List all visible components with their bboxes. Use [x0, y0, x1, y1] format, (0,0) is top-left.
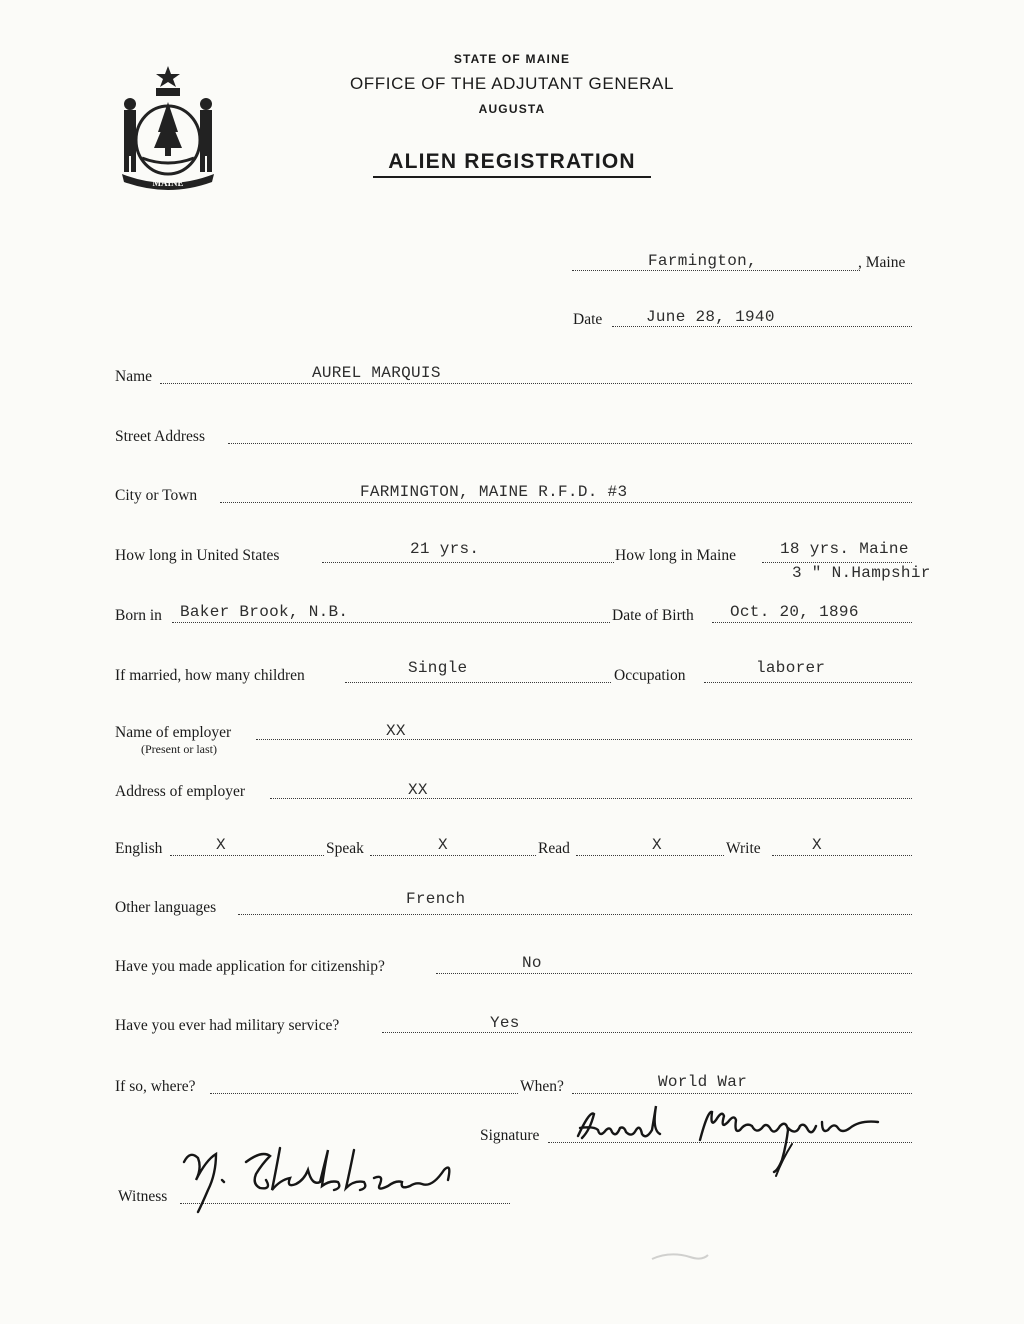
street-line: [228, 443, 912, 444]
employer-label: Name of employer: [115, 724, 232, 741]
header-city: AUGUSTA: [478, 102, 546, 116]
other-languages-label: Other languages: [115, 899, 217, 916]
maine-duration-label: How long in Maine: [615, 547, 736, 564]
read-line: [576, 855, 724, 856]
paper-smudge: [650, 1245, 710, 1269]
form-title: ALIEN REGISTRATION: [388, 150, 636, 173]
header-state: STATE OF MAINE: [453, 52, 571, 66]
other-languages-value: French: [406, 890, 466, 908]
speak-line: [370, 855, 536, 856]
write-line: [772, 855, 912, 856]
witness-handwriting: [176, 1140, 476, 1216]
employer-sublabel: (Present or last): [141, 742, 217, 756]
employer-address-line: [270, 798, 912, 799]
military-line: [382, 1032, 912, 1033]
dob-value: Oct. 20, 1896: [730, 603, 859, 621]
date-label: Date: [573, 311, 603, 328]
write-value: X: [812, 836, 822, 854]
seal-banner-text: MAINE: [152, 178, 184, 188]
dob-line: [712, 622, 912, 623]
occupation-value: laborer: [756, 659, 826, 677]
header-office: OFFICE OF THE ADJUTANT GENERAL: [349, 74, 675, 93]
citizenship-label: Have you made application for citizenship?: [115, 958, 385, 975]
military-value: Yes: [490, 1014, 520, 1032]
witness-label: Witness: [118, 1188, 168, 1205]
born-value: Baker Brook, N.B.: [180, 603, 349, 621]
write-label: Write: [726, 840, 761, 857]
children-line: [345, 682, 611, 683]
occupation-label: Occupation: [614, 667, 686, 684]
us-duration-line: [322, 562, 614, 563]
born-line: [172, 622, 610, 623]
citizenship-value: No: [522, 954, 542, 972]
name-value: AUREL MARQUIS: [312, 364, 441, 382]
born-label: Born in: [115, 607, 162, 624]
us-duration-label: How long in United States: [115, 547, 280, 564]
us-duration-value: 21 yrs.: [410, 540, 480, 558]
children-label: If married, how many children: [115, 667, 305, 684]
read-value: X: [652, 836, 662, 854]
maine-duration-value: 18 yrs. Maine: [780, 540, 909, 558]
where-line: [210, 1093, 518, 1094]
military-label: Have you ever had military service?: [115, 1017, 340, 1034]
signature-handwriting: [560, 1100, 900, 1180]
name-line: [160, 383, 912, 384]
place-value: Farmington,: [648, 252, 757, 270]
citizenship-line: [436, 973, 912, 974]
when-label: When?: [520, 1078, 564, 1095]
date-line: [612, 326, 912, 327]
english-line: [170, 855, 324, 856]
street-label: Street Address: [115, 428, 205, 445]
dob-label: Date of Birth: [612, 607, 694, 624]
title-underline: [373, 176, 651, 178]
employer-address-value: XX: [408, 781, 428, 799]
employer-address-label: Address of employer: [115, 783, 245, 800]
city-line: [220, 502, 912, 503]
occupation-line: [704, 682, 912, 683]
maine-duration-line: [762, 562, 912, 563]
english-label: English: [115, 840, 163, 857]
signature-label: Signature: [480, 1127, 540, 1144]
place-suffix: , Maine: [858, 254, 906, 271]
when-value: World War: [658, 1073, 748, 1091]
english-value: X: [216, 836, 226, 854]
when-line: [572, 1093, 912, 1094]
employer-line: [256, 739, 912, 740]
date-value: June 28, 1940: [646, 308, 775, 326]
where-label: If so, where?: [115, 1078, 196, 1095]
children-value: Single: [408, 659, 468, 677]
speak-label: Speak: [326, 840, 364, 857]
employer-value: XX: [386, 722, 406, 740]
other-languages-line: [238, 914, 912, 915]
place-line: [572, 270, 860, 271]
read-label: Read: [538, 840, 570, 857]
maine-duration-value2: 3 " N.Hampshir: [792, 564, 931, 582]
name-label: Name: [115, 368, 153, 385]
city-label: City or Town: [115, 487, 198, 504]
city-value: FARMINGTON, MAINE R.F.D. #3: [360, 483, 628, 501]
speak-value: X: [438, 836, 448, 854]
